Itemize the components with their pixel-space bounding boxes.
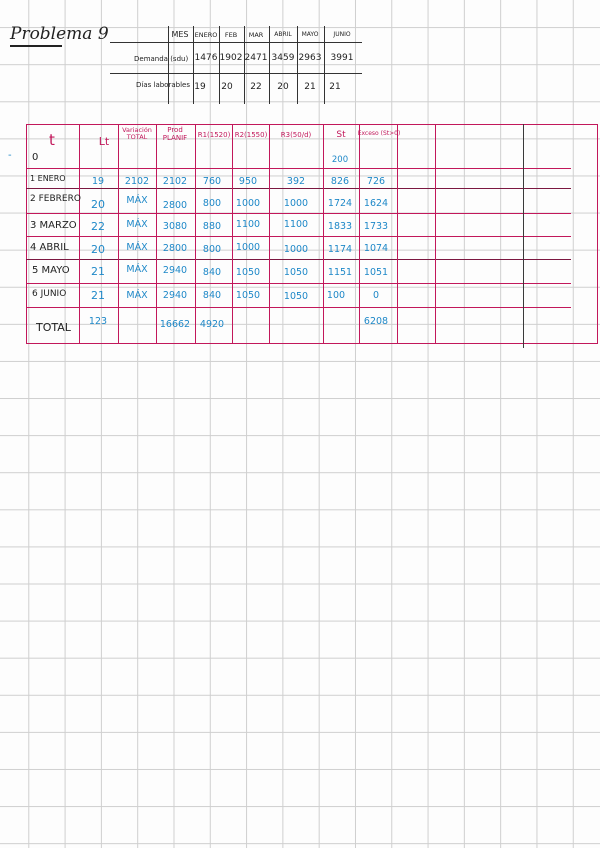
table-line (26, 307, 571, 308)
cell-variacion: MÁX (126, 195, 148, 206)
demand-value: 1902 (219, 53, 243, 63)
header-r2: R2(1550) (234, 131, 268, 139)
days-value: 20 (277, 82, 289, 92)
cell-r3: 1000 (283, 244, 309, 255)
cell-exceso: 0 (372, 290, 380, 301)
demand-table-line (219, 26, 220, 104)
cell-prod: 2940 (162, 265, 188, 276)
days-value: 21 (304, 82, 316, 92)
month-header: FEB (224, 31, 238, 39)
table-line (26, 283, 571, 284)
cell-exceso: 1051 (363, 267, 389, 278)
header-t: t (49, 131, 55, 149)
stray-mark: - (8, 150, 12, 161)
demand-table-line (297, 26, 298, 104)
cell-st: 1174 (327, 244, 353, 255)
cell-exceso: 1733 (363, 221, 389, 232)
demand-value: 2963 (298, 53, 322, 63)
header-r3: R3(50/d) (280, 131, 312, 139)
cell-st: 1724 (327, 198, 353, 209)
demand-value: 2471 (244, 53, 268, 63)
days-value: 21 (329, 82, 341, 92)
month-header: MAYO (301, 31, 319, 38)
cell-exceso: 1074 (363, 243, 389, 254)
cell-r1: 800 (202, 198, 222, 209)
table-line (26, 188, 571, 189)
month-header: ENERO (194, 31, 218, 39)
demand-table-line (244, 26, 245, 104)
table-line (523, 124, 524, 348)
table-line (435, 124, 436, 344)
table-line (359, 124, 360, 344)
cell-r3: 1000 (283, 198, 309, 209)
header-variacion-total: Variación TOTAL (122, 126, 152, 142)
demand-table-line (324, 26, 325, 104)
table-line (26, 236, 571, 237)
cell-prod: 2940 (162, 290, 188, 301)
cell-r1: 800 (202, 244, 222, 255)
demand-table-line (168, 26, 169, 104)
cell-r1: 760 (202, 176, 222, 187)
row-label: 2 FEBRERO (30, 194, 81, 204)
total-exceso: 6208 (363, 316, 389, 327)
cell-r1: 840 (202, 290, 222, 301)
total-lt: 123 (88, 316, 108, 327)
cell-prod: 2800 (162, 243, 188, 254)
demand-value: 3991 (330, 53, 354, 63)
table-line (26, 343, 598, 344)
cell-r2: 1050 (235, 267, 261, 278)
cell-prod: 2800 (162, 200, 188, 211)
header-r1: R1(1520) (197, 131, 231, 139)
total-prod: 16662 (159, 319, 191, 330)
table-line (26, 124, 598, 125)
header-st: St (336, 130, 346, 140)
cell-variacion: 2102 (124, 176, 150, 187)
cell-prod: 3080 (162, 221, 188, 232)
cell-lt: 22 (91, 220, 105, 233)
month-header: ABRIL (274, 31, 292, 38)
page-title: Problema 9 (10, 24, 109, 44)
cell-r1: 840 (202, 267, 222, 278)
cell-r2: 1000 (235, 242, 261, 253)
demand-value: 1476 (194, 53, 218, 63)
table-line (79, 124, 80, 344)
cell-variacion: MÁX (126, 219, 148, 230)
days-value: 20 (221, 82, 233, 92)
cell-r3: 1100 (283, 219, 309, 230)
cell-r3: 1050 (283, 267, 309, 278)
header-exceso: Exceso (St>0) (357, 130, 401, 137)
row-label: 0 (32, 152, 39, 163)
table-line (156, 124, 157, 344)
cell-r2: 1050 (235, 290, 261, 301)
cell-variacion: MÁX (126, 290, 148, 301)
month-header: MES (171, 30, 189, 39)
header-prod-planif: Prod PLANIF (162, 126, 188, 142)
cell-prod: 2102 (162, 176, 188, 187)
demand-table (110, 22, 362, 104)
table-line (269, 124, 270, 344)
days-value: 22 (250, 82, 262, 92)
title-underline (10, 45, 62, 47)
cell-st: 1833 (327, 221, 353, 232)
table-line (118, 124, 119, 344)
table-line (195, 124, 196, 344)
cell-lt: 21 (91, 289, 105, 302)
cell-variacion: MÁX (126, 264, 148, 275)
header-lt: Lt (98, 135, 110, 148)
table-line (323, 124, 324, 344)
row-label: 3 MARZO (30, 220, 77, 231)
demand-row-label: Demanda (sdu) (134, 55, 189, 63)
cell-lt: 19 (91, 176, 105, 187)
cell-r1: 880 (202, 221, 222, 232)
cell-lt: 20 (91, 198, 105, 211)
cell-r3: 1050 (283, 291, 309, 302)
cell-variacion: MÁX (126, 242, 148, 253)
row-label: 6 JUNIO (32, 289, 67, 299)
cell-exceso: 1624 (363, 198, 389, 209)
cell-exceso: 726 (366, 176, 386, 187)
demand-value: 3459 (271, 53, 295, 63)
month-header: JUNIO (333, 31, 351, 38)
cell-st: 826 (330, 176, 350, 187)
production-plan-table (26, 124, 598, 344)
cell-r2: 1000 (235, 198, 261, 209)
row-label: 4 ABRIL (30, 242, 69, 253)
cell-st: 1151 (327, 267, 353, 278)
cell-st: 100 (326, 290, 346, 301)
row-label: 5 MAYO (32, 265, 70, 276)
month-header: MAR (248, 31, 264, 39)
table-line (26, 124, 27, 344)
cell-r2: 1100 (235, 219, 261, 230)
cell-lt: 20 (91, 243, 105, 256)
cell-lt: 21 (91, 265, 105, 278)
cell-r2: 950 (238, 176, 258, 187)
table-line (397, 124, 398, 344)
table-line (232, 124, 233, 344)
table-line (26, 168, 571, 169)
demand-table-line (269, 26, 270, 104)
table-line (597, 124, 598, 344)
days-row-label: Días laborables (136, 81, 190, 89)
total-label: TOTAL (36, 321, 71, 334)
row-label: 1 ENERO (30, 174, 66, 183)
cell-st: 200 (331, 155, 349, 165)
table-line (26, 213, 571, 214)
days-value: 19 (194, 82, 206, 92)
total-r1: 4920 (199, 319, 225, 330)
table-line (26, 259, 571, 260)
cell-r3: 392 (286, 176, 306, 187)
